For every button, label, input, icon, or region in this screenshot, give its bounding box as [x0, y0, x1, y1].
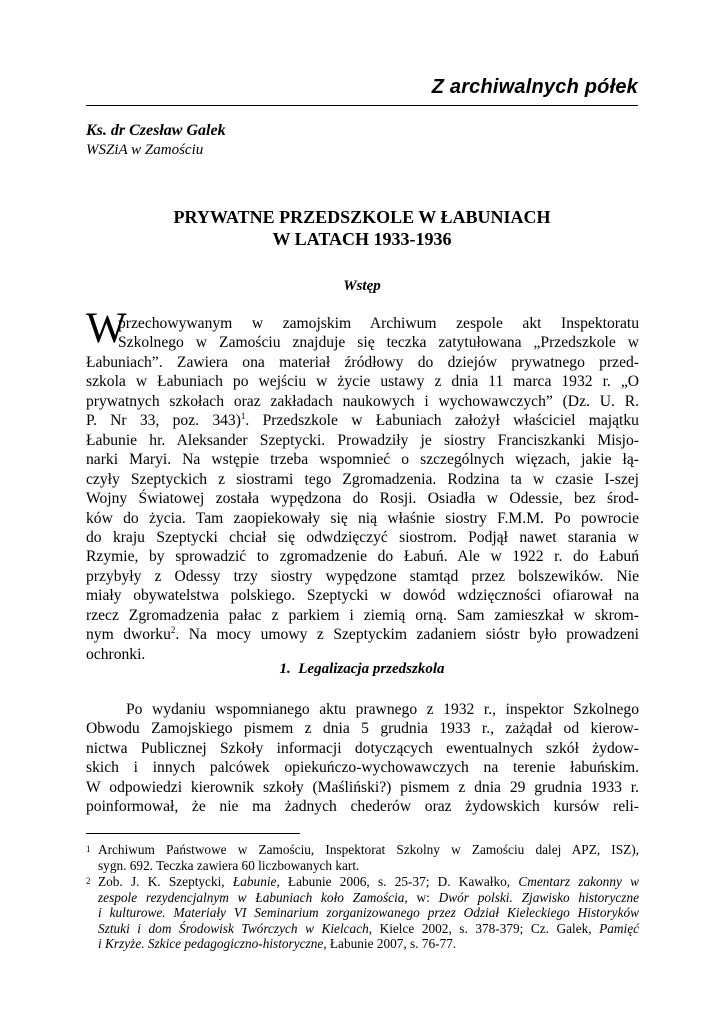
text-line: Szkolnego w Zamościu znajduje się teczka zatytułowana „Przedszkole w	[118, 334, 639, 352]
text-line: Obwodu Zamojskiego pismem z dnia 5 grudnia 1933 r., zażądał od kierow-	[86, 720, 639, 738]
text-segment: Pamięć	[599, 920, 639, 936]
author-affiliation: WSZiA w Zamościu	[86, 142, 204, 158]
text-segment: Łabunie 2006, s. 25-37; D. Kawałko,	[279, 874, 519, 889]
text-line	[86, 411, 639, 430]
text-line: Rzymie, by sprowadzić to zgromadzenie do Łabuń. Ale w 1922 r. do Łabuń	[86, 548, 639, 566]
author-name: Ks. dr Czesław Galek	[86, 122, 226, 139]
section-1-heading: 1. Legalizacja przedszkola	[279, 661, 445, 677]
text-segment: Cmentarz zakonny w	[518, 874, 639, 889]
text-segment: Zob. J. K. Szeptycki,	[98, 874, 233, 889]
text-segment: Sztuki i dom Środowisk Twórczych w Kielcach,	[98, 920, 373, 936]
section-header: Z archiwalnych półek	[431, 76, 638, 98]
text-segment: i Krzyże. Szkice pedagogiczno-historyczne,	[98, 936, 327, 952]
text-line: ków do życia. Tam zaopiekowały się nią właśnie siostry F.M.M. Po powrocie	[86, 509, 639, 527]
text-line: Wojny Światowej została wypędzona do Rosji. Osiadła w Odessie, bez środ-	[86, 490, 639, 508]
text-line: miały obywatelstwa polskiego. Szeptycki w dowód wdzięczności ofiarował na	[86, 587, 639, 605]
text-line: poinformował, że nie ma żadnych chederów oraz żydowskich kursów reli-	[86, 798, 639, 816]
text-segment: nym dworku	[86, 626, 171, 644]
footnote-line	[86, 874, 639, 890]
footnote-line: i kulturowe. Materiały VI Seminarium zorganizowanego przez Odział Kieleckiego Historyków	[98, 905, 639, 921]
text-line: narki Maryi. Na wstępie trzeba wspomnieć o szczególnych więzach, jakie łą-	[86, 451, 639, 469]
text-segment: Kielce 2002, s. 378-379; Cz. Galek,	[372, 920, 600, 936]
title-line-1: PRYWATNE PRZEDSZKOLE W ŁABUNIACH	[173, 207, 551, 227]
article-title	[86, 206, 638, 250]
section-1-paragraph	[86, 700, 639, 817]
text-line: Łabuniach”. Zawiera ona materiał źródłowy do dziejów prywatnego przed-	[86, 353, 639, 371]
text-segment: . Na mocy umowy z Szeptyckim zadaniem sióstr było prowadzeni	[175, 626, 639, 644]
text-line: rzecz Zgromadzenia pałac z parkiem i ziemią orną. Sam zamieszkał w skrom-	[86, 606, 639, 624]
footnote-1	[86, 842, 639, 873]
text-line: prywatnych szkołach oraz zakładach naukowych i wychowawczych” (Dz. U. R.	[86, 392, 639, 410]
header-rule	[86, 105, 638, 106]
text-line: przechowywanym w zamojskim Archiwum zespole akt Inspektoratu	[118, 315, 639, 332]
text-segment: zespole rezydencjalnym w Łabuniach koło Zamościa,	[98, 889, 408, 905]
footnote-2	[86, 874, 639, 952]
text-segment: Łabunie,	[232, 874, 280, 889]
text-line	[86, 625, 639, 644]
text-line: czyły Szeptyckich z siostrami tego Zgromadzenia. Rodzina ta w czasie I-szej	[86, 470, 639, 488]
text-segment: Dwór polski. Zjawisko historyczne	[438, 889, 639, 905]
text-line: Łabunie hr. Aleksander Szeptycki. Prowadziły je siostry Franciszkanki Misjo-	[86, 431, 639, 449]
text-segment: w:	[407, 889, 439, 905]
drop-cap: W	[86, 305, 127, 352]
footnote-line: sygn. 692. Teczka zawiera 60 liczbowanych kart.	[98, 857, 360, 873]
footnote-separator	[86, 833, 300, 834]
text-segment: P. Nr 33, poz. 343)	[86, 412, 241, 430]
text-line: do kraju Szeptycki chciał się odwdzięczyć siostrom. Podjął nawet starania w	[86, 528, 639, 546]
footnote-line	[86, 921, 639, 937]
text-line: Po wydaniu wspomnianego aktu prawnego z 1932 r., inspektor Szkolnego	[126, 701, 639, 718]
text-line: skich i innych palcówek opiekuńczo-wychowawczych na terenie łabuńskim.	[86, 759, 639, 777]
footnote-mark: 2	[86, 876, 91, 886]
footnote-line	[86, 936, 639, 952]
text-line: przybyły z Odessy trzy siostry wypędzone stamtąd przez bolszewików. Nie	[86, 567, 639, 585]
footnote-line	[86, 890, 639, 906]
text-line: W odpowiedzi kierownik szkoły (Maśliński?) pismem z dnia 29 grudnia 1933 r.	[86, 778, 639, 796]
text-line: szkola w Łabuniach po wejściu w życie ustawy z dnia 11 marca 1932 r. „O	[86, 373, 639, 391]
text-line: ochronki.	[86, 645, 146, 663]
text-segment: . Przedszkole w Łabuniach założył właściciel majątku	[245, 412, 639, 430]
text-line: nictwa Publicznej Szkoły informacji dotyczących ewentualnych szkół żydow-	[86, 739, 639, 757]
text-segment: Łabunie 2007, s. 76-77.	[326, 936, 457, 952]
footnote-ref-2[interactable]: 2	[170, 625, 176, 636]
footnote-ref-1[interactable]: 1	[240, 411, 246, 422]
title-line-2: W LATACH 1933-1936	[272, 229, 452, 249]
footnote-line: Archiwum Państwowe w Zamościu, Inspektorat Szkolny w Zamościu dalej APZ, ISZ),	[98, 842, 639, 857]
footnote-mark: 1	[86, 844, 91, 854]
intro-paragraph	[86, 314, 639, 664]
intro-heading: Wstęp	[343, 278, 381, 294]
